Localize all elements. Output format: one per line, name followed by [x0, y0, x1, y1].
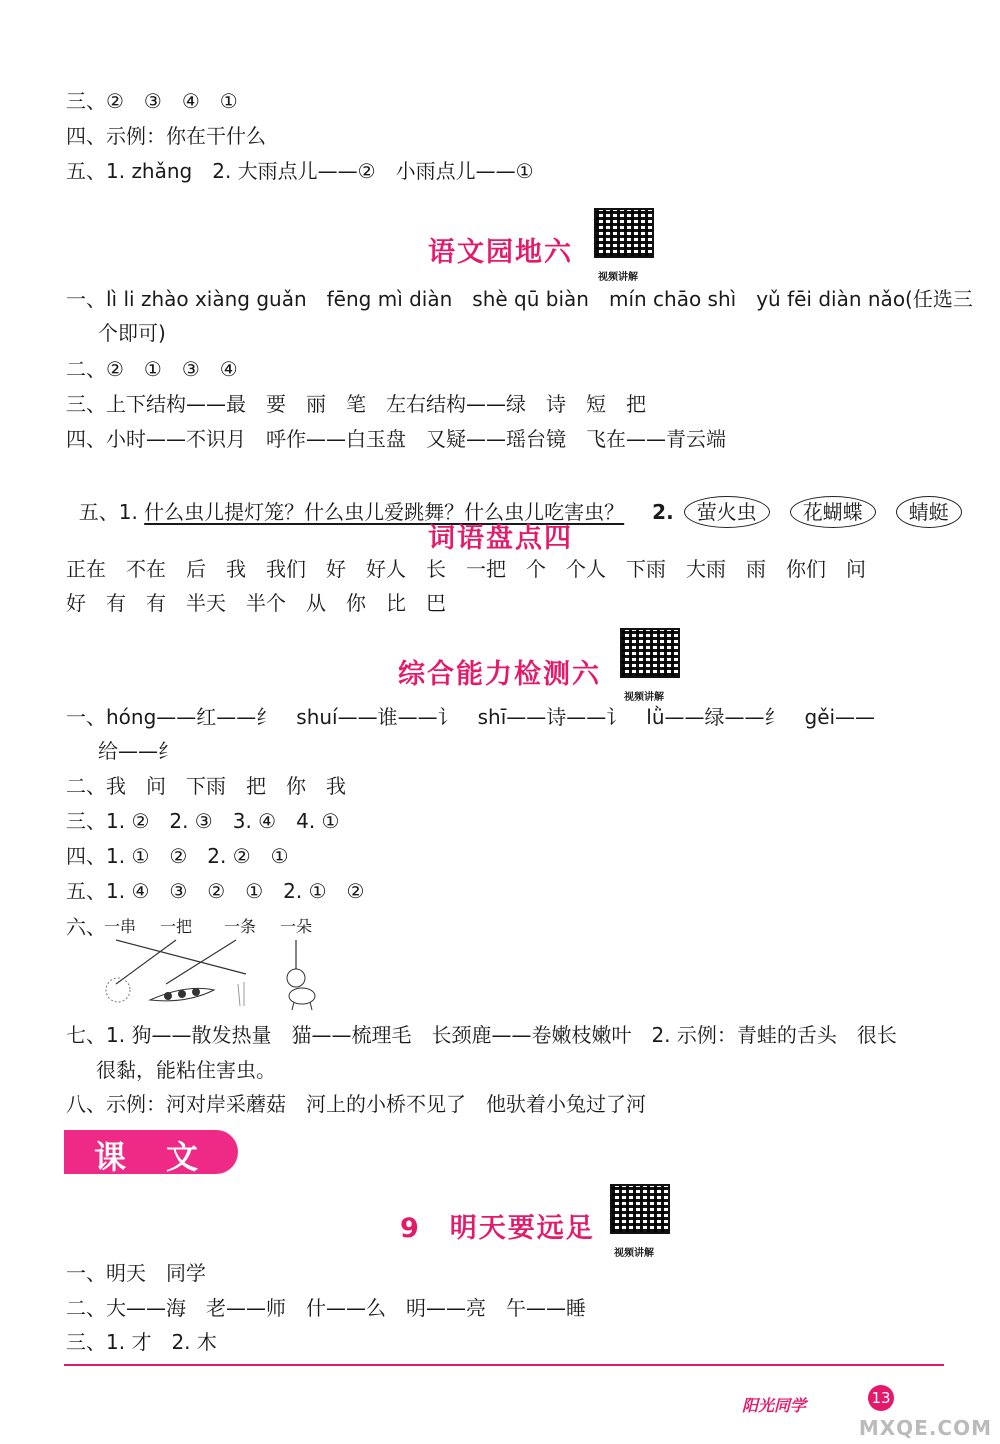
section-banner [64, 1130, 238, 1174]
answer-line: 二、我 问 下雨 把 你 我 [66, 774, 346, 798]
answer-line: 五、1. zhǎng 2. 大雨点儿——② 小雨点儿——① [66, 159, 534, 183]
section-title: 综合能力检测六 [398, 659, 601, 690]
answer-line: 个即可) [98, 321, 166, 345]
qr-label: 视频讲解 [614, 1248, 654, 1259]
qr-code-icon[interactable] [620, 628, 680, 678]
qr-code-icon[interactable] [610, 1184, 670, 1234]
answer-line: 很黏，能粘住害虫。 [96, 1058, 276, 1082]
answer-line: 二、大——海 老——师 什——么 明——亮 午——睡 [66, 1296, 586, 1320]
answer-line: 八、示例：河对岸采蘑菇 河上的小桥不见了 他驮着小兔过了河 [66, 1092, 646, 1116]
grass-icon [238, 982, 244, 1006]
measure-word: 一条 [224, 917, 257, 936]
answer-prefix: 五、1. [78, 500, 145, 524]
answer-line: 正在 不在 后 我 我们 好 好人 长 一把 个 个人 下雨 大雨 雨 你们 问 [66, 557, 866, 581]
underlined-answer: 什么虫儿提灯笼？什么虫儿爱跳舞？什么虫儿吃害虫？ [144, 500, 625, 524]
answer-line: 五、1. ④ ③ ② ① 2. ① ② [66, 879, 365, 903]
matching-illustration [96, 934, 336, 1014]
oval-answer: 萤火虫 [684, 496, 770, 528]
answer-line: 四、小时——不识月 呼作——白玉盘 又疑——瑶台镜 飞在——青云端 [66, 427, 726, 451]
qr-label: 视频讲解 [598, 272, 638, 283]
footer-divider [64, 1364, 944, 1366]
measure-word: 一把 [160, 917, 193, 936]
answer-line: 四、1. ① ② 2. ② ① [66, 844, 289, 868]
brand-logo: 阳光同学 [742, 1396, 807, 1415]
answer-line: 二、② ① ③ ④ [66, 357, 238, 381]
watermark: MXQE.COM [858, 1416, 992, 1440]
measure-word: 一串 [104, 917, 137, 936]
answer-number: 2. [652, 500, 674, 524]
answer-line: 三、上下结构——最 要 丽 笔 左右结构——绿 诗 短 把 [66, 392, 646, 416]
section-title: 9 明天要远足 [400, 1213, 595, 1244]
dandelion-icon [106, 978, 130, 1002]
answer-line: 四、示例：你在干什么 [66, 124, 266, 148]
qr-code-icon[interactable] [594, 208, 654, 258]
banner-label: 课文 [94, 1138, 239, 1176]
answer-line: 一、明天 同学 [66, 1261, 206, 1285]
section-title: 词语盘点四 [428, 523, 573, 554]
puppy-icon [287, 969, 315, 1010]
answer-line: 三、1. 才 2. 木 [66, 1330, 217, 1354]
measure-word: 一朵 [280, 917, 313, 936]
oval-answer: 蜻蜓 [896, 496, 962, 528]
pea-pod-icon [150, 988, 214, 1001]
qr-label: 视频讲解 [624, 692, 664, 703]
oval-answer: 花蝴蝶 [790, 496, 876, 528]
answer-line: 七、1. 狗——散发热量 猫——梳理毛 长颈鹿——卷嫩枝嫩叶 2. 示例：青蛙的舌头 很长 [66, 1023, 897, 1047]
answer-line: 给——纟 [98, 739, 178, 763]
page-number: 13 [868, 1385, 894, 1411]
answer-line: 六、 [66, 915, 106, 939]
section-title: 语文园地六 [428, 237, 573, 268]
answer-line: 一、hóng——红——纟 shuí——谁——讠 shī——诗——讠 lǜ——绿——纟 gěi—— [66, 705, 876, 729]
answer-line: 三、1. ② 2. ③ 3. ④ 4. ① [66, 809, 340, 833]
answer-line: 好 有 有 半天 半个 从 你 比 巴 [66, 591, 446, 615]
answer-line: 三、② ③ ④ ① [66, 89, 238, 113]
answer-line: 一、lì li zhào xiàng guǎn fēng mì diàn shè qū biàn mín chāo shì yǔ fēi diàn nǎo(任选三 [66, 287, 973, 311]
